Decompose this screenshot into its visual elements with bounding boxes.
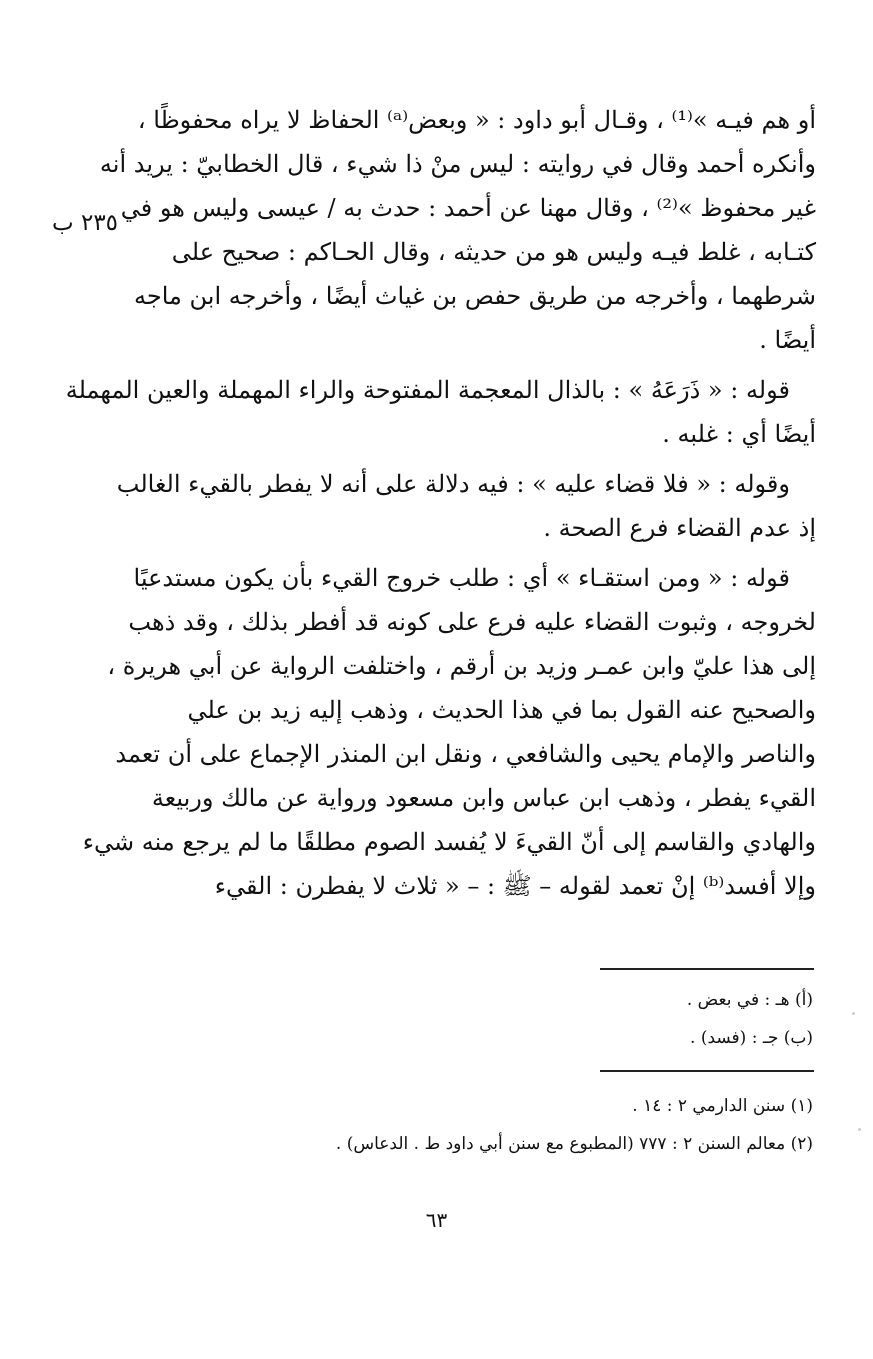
- margin-folio-note: ٢٣٥ ب: [52, 210, 119, 236]
- footnote: (١) سنن الدارمي ٢ : ١٤ .: [632, 1096, 813, 1116]
- text-line: وأنكره أحمد وقال في روايته : ليس منْ ذا شيء ، قال الخطابيّ : يريد أنه: [99, 150, 816, 178]
- text-line: وقوله : « فلا قضاء عليه » : فيه دلالة على أنه لا يفطر بالقيء الغالب: [116, 470, 790, 498]
- text-line: القيء يفطر ، وذهب ابن عباس وابن مسعود ورواية عن مالك وربيعة: [151, 784, 816, 812]
- variant-note: (ب) جـ : (فسد) .: [690, 1028, 813, 1048]
- paragraph-3: [116, 462, 816, 550]
- variant-note: (أ) هـ : في بعض .: [686, 990, 813, 1010]
- text-line: إذ عدم القضاء فرع الصحة .: [543, 514, 816, 542]
- scan-speck: [858, 1128, 861, 1131]
- text-line: غير محفوظ »⁽²⁾ ، وقال مهنا عن أحمد : حدث به / عيسى وليس هو في: [120, 194, 816, 222]
- paragraph-1: [99, 98, 816, 362]
- text-line: إلى هذا عليّ وابن عمـر وزيد بن أرقم ، واختلفت الرواية عن أبي هريرة ،: [107, 652, 816, 680]
- scan-speck: [852, 1012, 855, 1015]
- text-line: كتـابه ، غلط فيـه وليس هو من حديثه ، وقال الحـاكم : صحيح على: [171, 238, 816, 266]
- text-line: أيضًا أي : غلبه .: [662, 420, 816, 448]
- text-line: لخروجه ، وثبوت القضاء عليه فرع على كونه قد أفطر بذلك ، وقد ذهب: [128, 608, 816, 636]
- text-line: والهادي والقاسم إلى أنّ القيءَ لا يُفسد الصوم مطلقًا ما لم يرجع منه شيء: [82, 828, 816, 856]
- text-line: قوله : « ومن استقـاء » أي : طلب خروج القيء بأن يكون مستدعيًا: [133, 564, 790, 592]
- footnote: (٢) معالم السنن ٢ : ٧٧٧ (المطبوع مع سنن أبي داود ط . الدعاس) .: [335, 1134, 813, 1154]
- text-line: قوله : « ذَرَعَهُ » : بالذال المعجمة المفتوحة والراء المهملة والعين المهملة: [65, 376, 790, 404]
- text-line: والصحيح عنه القول بما في هذا الحديث ، وذهب إليه زيد بن علي: [187, 696, 816, 724]
- page-number: ٦٣: [425, 1208, 448, 1232]
- text-line: وإلا أفسد⁽ᵇ⁾ إنْ تعمد لقوله – ﷺ : – « ثلاث لا يفطرن : القيء: [214, 872, 816, 900]
- footnotes-divider: [600, 1070, 814, 1072]
- paragraph-2: [65, 368, 816, 456]
- paragraph-4: [82, 556, 816, 908]
- text-line: شرطهما ، وأخرجه من طريق حفص بن غياث أيضًا ، وأخرجه ابن ماجه: [134, 282, 816, 310]
- text-line: أو هم فيـه »⁽¹⁾ ، وقـال أبو داود : « وبعض⁽ᵃ⁾ الحفاظ لا يراه محفوظًا ،: [137, 106, 816, 134]
- text-line: أيضًا .: [759, 326, 816, 354]
- text-line: والناصر والإمام يحيى والشافعي ، ونقل ابن المنذر الإجماع على أن تعمد: [115, 740, 816, 768]
- variant-notes-divider: [600, 968, 814, 970]
